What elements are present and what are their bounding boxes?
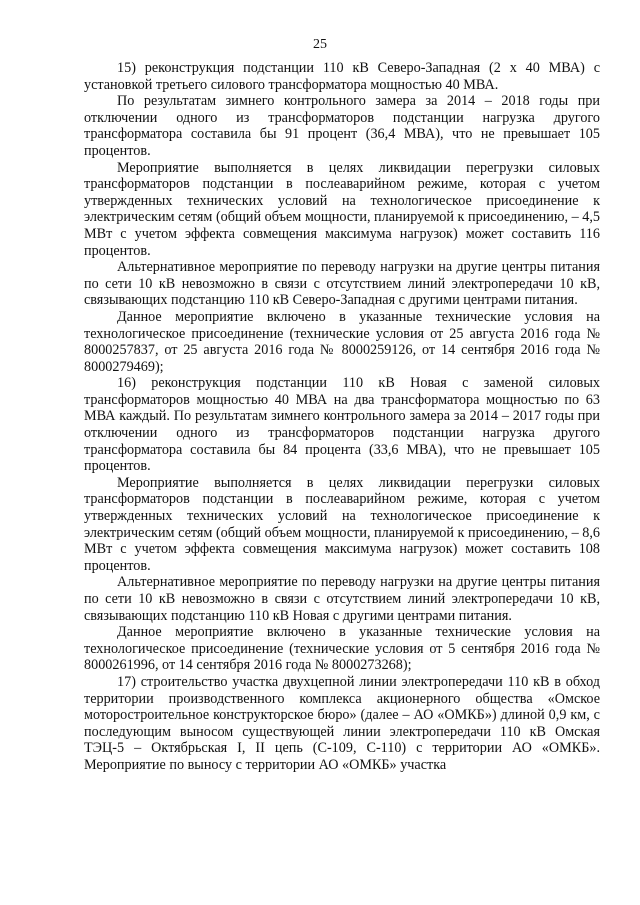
paragraph: 16) реконструкция подстанции 110 кВ Новая с заменой силовых трансформаторов мощностью 40 МВА на два трансформатора мощностью по 63 МВА каждый. По результатам зимнего контрольного замера за 2014 – 2017 годы при отключении одного из трансформаторов подстанции нагрузка другого трансформатора составила бы 84 процента (33,6 МВА), что не превышает 105 процентов. [84, 375, 600, 475]
paragraph: Данное мероприятие включено в указанные технические условия на технологическое присоединение (технические условия от 5 сентября 2016 года № 8000261996, от 14 сентября 2016 года № 8000273268); [84, 624, 600, 674]
document-body [84, 60, 600, 774]
paragraph: 15) реконструкция подстанции 110 кВ Северо-Западная (2 х 40 МВА) с установкой третьего силового трансформатора мощностью 40 МВА. [84, 60, 600, 93]
paragraph: Мероприятие выполняется в целях ликвидации перегрузки силовых трансформаторов подстанции в послеаварийном режиме, которая с учетом утвержденных технических условий на технологическое присоединение к электрическим сетям (общий объем мощности, планируемой к присоединению, – 8,6 МВт с учетом эффекта совмещения максимума нагрузок) может составить 108 процентов. [84, 474, 600, 574]
paragraph: Альтернативное мероприятие по переводу нагрузки на другие центры питания по сети 10 кВ невозможно в связи с отсутствием линий электропередачи 10 кВ, связывающих подстанцию 110 кВ Новая с другими центрами питания. [84, 574, 600, 624]
page-number: 25 [313, 37, 327, 52]
paragraph: По результатам зимнего контрольного замера за 2014 – 2018 годы при отключении одного из трансформаторов подстанции нагрузка другого трансформатора составила бы 91 процент (36,4 МВА), что не превышает 105 процентов. [84, 93, 600, 159]
paragraph: 17) строительство участка двухцепной линии электропередачи 110 кВ в обход территории производственного комплекса акционерного общества «Омское моторостроительное конструкторское бюро» (далее – АО «ОМКБ») длиной 0,9 км, с последующим выносом существующей линии электропередачи 110 кВ Омская ТЭЦ-5 – Октябрьская I, II цепь (С-109, С-110) с территории АО «ОМКБ». Мероприятие по выносу с территории АО «ОМКБ» участка [84, 673, 600, 773]
paragraph: Альтернативное мероприятие по переводу нагрузки на другие центры питания по сети 10 кВ невозможно в связи с отсутствием линий электропередачи 10 кВ, связывающих подстанцию 110 кВ Северо-Западная с другими центрами питания. [84, 259, 600, 309]
paragraph: Мероприятие выполняется в целях ликвидации перегрузки силовых трансформаторов подстанции в послеаварийном режиме, которая с учетом утвержденных технических условий на технологическое присоединение к электрическим сетям (общий объем мощности, планируемой к присоединению, – 4,5 МВт с учетом эффекта совмещения максимума нагрузок) может составить 116 процентов. [84, 159, 600, 259]
paragraph: Данное мероприятие включено в указанные технические условия на технологическое присоединение (технические условия от 25 августа 2016 года № 8000257837, от 25 августа 2016 года № 8000259126, от 14 сентября 2016 года № 8000279469); [84, 308, 600, 375]
